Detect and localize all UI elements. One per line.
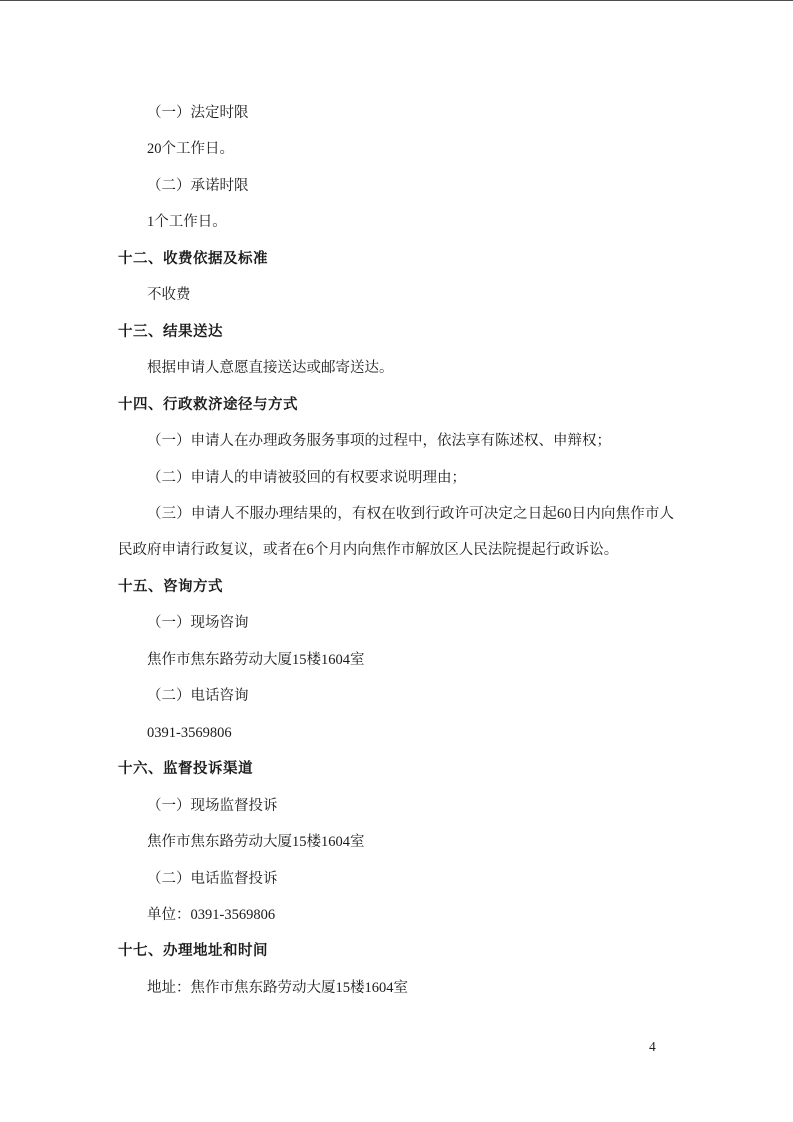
body-paragraph: 根据申请人意愿直接送达或邮寄送达。 [147,360,394,377]
body-paragraph: 0391-3569806 [147,724,232,741]
body-paragraph: 焦作市焦东路劳动大厦15楼1604室 [147,834,365,851]
section-heading: 十四、行政救济途径与方式 [118,396,298,413]
body-paragraph: 地址：焦作市焦东路劳动大厦15楼1604室 [147,979,408,996]
section-heading: 十七、办理地址和时间 [118,943,268,960]
body-paragraph: （二）承诺时限 [147,177,249,194]
body-paragraph: （二）申请人的申请被驳回的有权要求说明理由； [147,469,466,486]
page-top-border [0,0,793,1]
document-content [118,95,674,1006]
body-paragraph: 单位：0391-3569806 [147,906,276,923]
body-paragraph: （一）现场监督投诉 [147,797,278,814]
body-paragraph: （一）现场咨询 [147,615,249,632]
body-paragraph: 焦作市焦东路劳动大厦15楼1604室 [147,651,365,668]
body-paragraph: （一）法定时限 [147,105,249,121]
section-heading: 十二、收费依据及标准 [118,250,268,267]
page-number: 4 [649,1039,656,1054]
section-heading: 十六、监督投诉渠道 [118,761,253,778]
body-paragraph: 1个工作日。 [147,214,227,231]
body-paragraph: 不收费 [147,287,191,304]
body-paragraph: 20个工作日。 [147,141,234,158]
body-paragraph: （二）电话咨询 [147,688,249,705]
body-paragraph: （二）电话监督投诉 [147,870,278,887]
body-paragraph: （三）申请人不服办理结果的，有权在收到行政许可决定之日起60日内向焦作市人民政府申请行政复议，或者在6个月内向焦作市解放区人民法院提起行政诉讼。 [118,505,674,559]
section-heading: 十三、结果送达 [118,323,223,340]
section-heading: 十五、咨询方式 [118,578,223,595]
body-paragraph: （一）申请人在办理政务服务事项的过程中，依法享有陈述权、申辩权； [147,433,611,450]
